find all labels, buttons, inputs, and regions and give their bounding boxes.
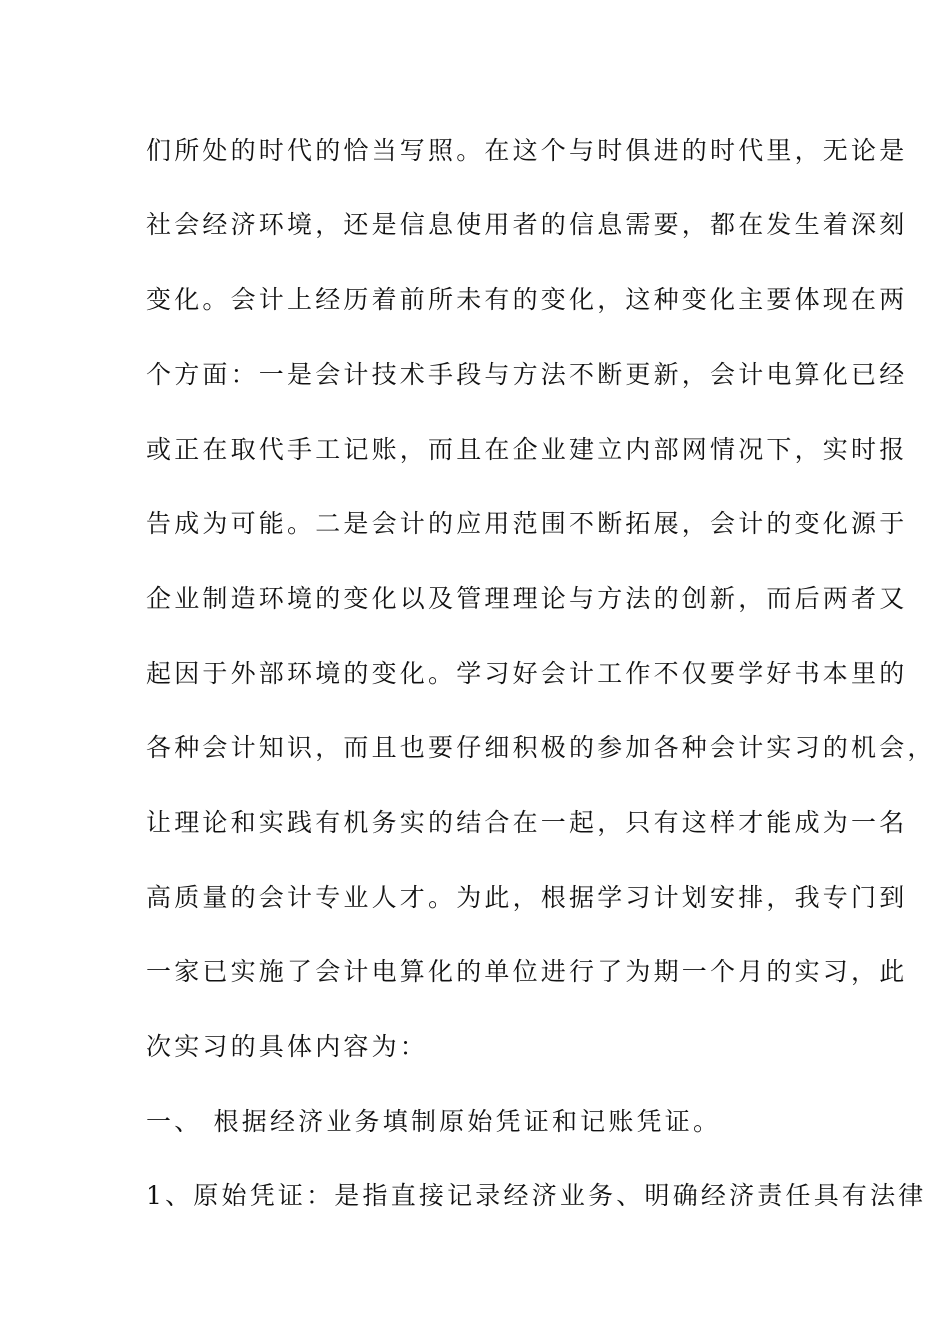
body-text-line: 个方面：一是会计技术手段与方法不断更新，会计电算化已经 <box>146 360 908 389</box>
body-text-line: 各种会计知识，而且也要仔细积极的参加各种会计实习的机会， <box>146 733 936 762</box>
body-text-line: 起因于外部环境的变化。学习好会计工作不仅要学好书本里的 <box>146 659 908 688</box>
body-text-line: 变化。会计上经历着前所未有的变化，这种变化主要体现在两 <box>146 285 908 314</box>
body-text-line: 们所处的时代的恰当写照。在这个与时俱进的时代里，无论是 <box>146 136 908 165</box>
body-text-line: 企业制造环境的变化以及管理理论与方法的创新，而后两者又 <box>146 584 908 613</box>
body-text-line: 让理论和实践有机务实的结合在一起，只有这样才能成为一名 <box>146 808 908 837</box>
body-text-line: 次实习的具体内容为： <box>146 1032 429 1061</box>
body-text-line: 一家已实施了会计电算化的单位进行了为期一个月的实习，此 <box>146 957 908 986</box>
section-heading: 一、 根据经济业务填制原始凭证和记账凭证。 <box>146 1107 722 1136</box>
body-text-line: 或正在取代手工记账，而且在企业建立内部网情况下，实时报 <box>146 435 908 464</box>
body-text-line: 1、原始凭证：是指直接记录经济业务、明确经济责任具有法律 <box>146 1181 927 1210</box>
body-text-line: 高质量的会计专业人才。为此，根据学习计划安排，我专门到 <box>146 883 908 912</box>
body-text-line: 社会经济环境，还是信息使用者的信息需要，都在发生着深刻 <box>146 210 908 239</box>
body-text-line: 告成为可能。二是会计的应用范围不断拓展，会计的变化源于 <box>146 509 908 538</box>
